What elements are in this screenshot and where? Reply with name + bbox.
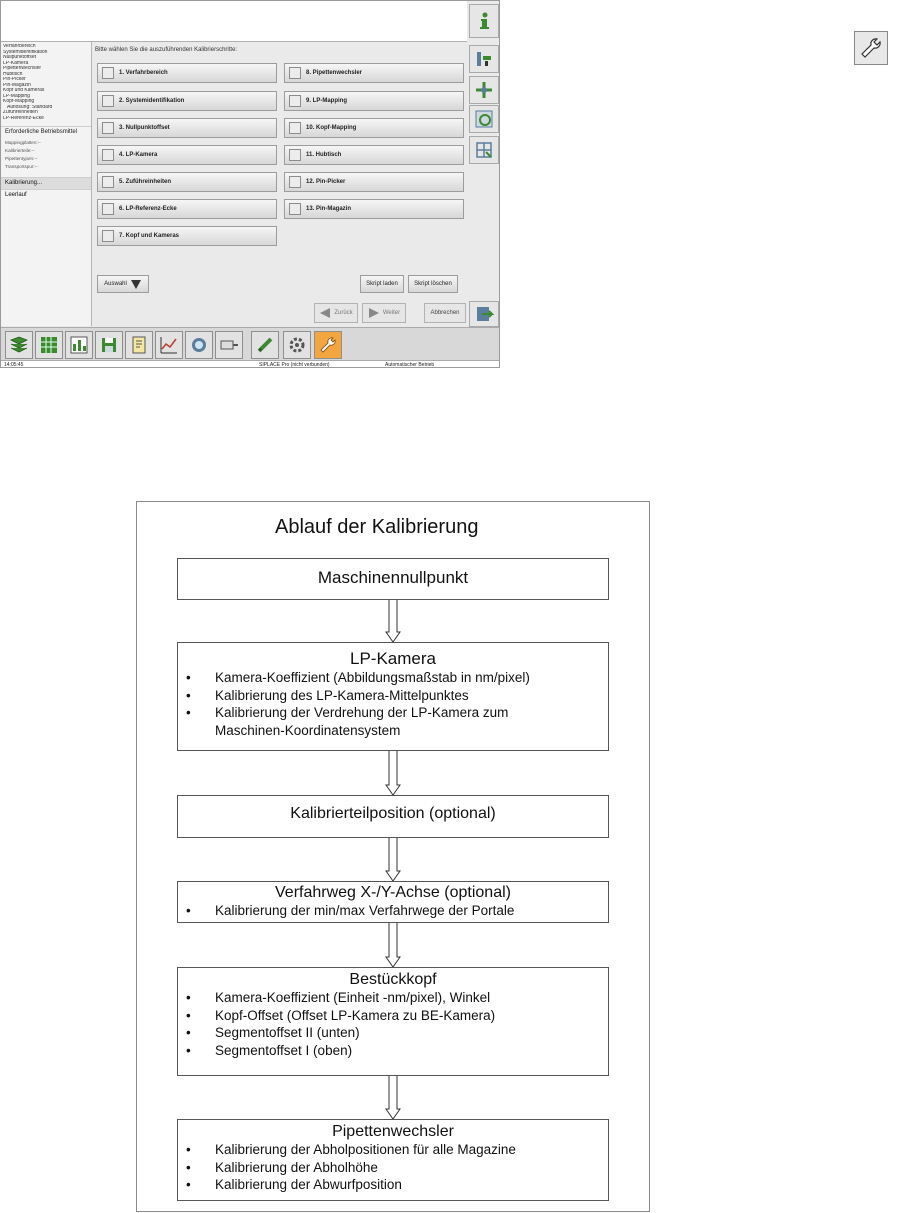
- camera-icon: [189, 335, 209, 355]
- flow-step: [177, 642, 609, 751]
- cancel-button[interactable]: Abbrechen: [424, 303, 466, 323]
- step-checkbox[interactable]: [102, 176, 114, 188]
- taskbar-document-button[interactable]: [125, 331, 153, 359]
- disk-icon: [99, 335, 119, 355]
- flow-arrow: [385, 923, 401, 967]
- process-line: Pin-Picker: [3, 77, 26, 82]
- document-icon: [129, 335, 149, 355]
- process-line: Auflösung: Standard: [7, 104, 53, 110]
- flow-step-heading: Bestückkopf: [349, 971, 437, 988]
- nav-idle[interactable]: Leerlauf: [1, 189, 91, 202]
- process-line: Zuführeinheiten: [3, 110, 38, 115]
- status-bar: [1, 360, 499, 368]
- resource-item: Mappingplatten:--: [5, 139, 41, 145]
- arrow-right-icon: [368, 307, 380, 319]
- flow-step-heading: Kalibrierteilposition (optional): [290, 805, 496, 822]
- process-line: LP-Referenz-Ecke: [3, 115, 44, 121]
- process-line: Kopf und Kameras: [3, 88, 45, 93]
- flowchart-title: Ablauf der Kalibrierung: [275, 516, 479, 538]
- line-chart-icon: [159, 335, 179, 355]
- flow-bullet: • Kopf-Offset (Offset LP-Kamera zu BE-Kamera): [178, 1007, 608, 1025]
- wrench-icon: [854, 31, 888, 65]
- step-checkbox[interactable]: [102, 230, 114, 242]
- taskbar-production-button[interactable]: [5, 331, 33, 359]
- flow-step-bullets: [178, 669, 608, 739]
- settings-tool-button[interactable]: [469, 105, 499, 133]
- step-label: 6. LP-Referenz-Ecke: [119, 206, 177, 212]
- flow-step-heading: Pipettenwechsler: [332, 1123, 454, 1140]
- flow-step: [177, 795, 609, 838]
- flow-bullet: • Kalibrierung der Abwurfposition: [178, 1176, 608, 1194]
- taskbar-statistics-button[interactable]: [65, 331, 93, 359]
- flow-bullet: • Kalibrierung der Verdrehung der LP-Kamera zum Maschinen-Koordinatensystem: [178, 704, 608, 739]
- step-button[interactable]: [97, 91, 277, 111]
- process-line: Systemidentifikation: [3, 49, 48, 55]
- step-button[interactable]: [284, 199, 464, 219]
- info-icon: [474, 11, 494, 31]
- step-checkbox[interactable]: [102, 122, 114, 134]
- taskbar-trend-button[interactable]: [155, 331, 183, 359]
- step-button[interactable]: [97, 226, 277, 246]
- gantry-icon: [474, 80, 494, 100]
- process-line: Nullpunktoffset: [3, 55, 36, 60]
- wrench-icon: [318, 335, 338, 355]
- title-bar: [1, 1, 467, 42]
- flow-step-heading: Maschinennullpunkt: [317, 568, 469, 587]
- process-line: Kopf-Mapping: [3, 99, 35, 104]
- flow-arrow: [385, 751, 401, 795]
- step-label: 11. Hubtisch: [306, 152, 342, 158]
- exit-icon: [474, 304, 494, 324]
- calibration-flowchart: [136, 501, 650, 1212]
- step-checkbox[interactable]: [102, 95, 114, 107]
- stack-icon: [9, 335, 29, 355]
- grid-icon: [474, 140, 494, 160]
- step-label: 10. Kopf-Mapping: [306, 125, 357, 131]
- step-label: 1. Verfahrbereich: [119, 70, 168, 76]
- step-checkbox[interactable]: [289, 149, 301, 161]
- nozzle-icon: [255, 335, 275, 355]
- resource-item: Transportspur:--: [5, 163, 38, 169]
- taskbar-nozzle-button[interactable]: [251, 331, 279, 359]
- flow-step-heading: LP-Kamera: [350, 649, 436, 668]
- step-checkbox[interactable]: [289, 203, 301, 215]
- taskbar-feeder-button[interactable]: [215, 331, 243, 359]
- settings-icon: [474, 109, 494, 129]
- process-line: Pipettenwechsler: [3, 66, 42, 71]
- process-line: Hubtisch: [3, 71, 23, 77]
- step-button[interactable]: [97, 199, 277, 219]
- component-tool-button[interactable]: [469, 45, 499, 73]
- sidebar: [1, 42, 92, 326]
- resources-title: Erforderliche Betriebsmittel: [1, 126, 91, 139]
- resource-item: Kalibrierteile:--: [5, 147, 35, 153]
- flow-bullet: • Kamera-Koeffizient (Einheit -nm/pixel), Winkel: [178, 989, 608, 1007]
- taskbar-table-button[interactable]: [35, 331, 63, 359]
- taskbar-save-button[interactable]: [95, 331, 123, 359]
- taskbar: [1, 327, 499, 362]
- flow-bullet: • Kalibrierung der Abholpositionen für alle Magazine: [178, 1141, 608, 1159]
- flow-bullet: • Segmentoffset II (unten): [178, 1024, 608, 1042]
- step-button[interactable]: [97, 145, 277, 165]
- step-label: 8. Pipettenwechsler: [306, 70, 363, 76]
- step-label: 9. LP-Mapping: [306, 98, 347, 104]
- flow-step: [177, 881, 609, 923]
- exit-button[interactable]: [469, 301, 499, 327]
- step-button[interactable]: [284, 118, 464, 138]
- taskbar-service-button[interactable]: [314, 331, 342, 359]
- triangle-down-icon: [130, 278, 142, 290]
- step-checkbox[interactable]: [289, 176, 301, 188]
- placement-icon: [474, 49, 494, 69]
- step-label: 5. Zuführeinheiten: [119, 179, 172, 185]
- selection-dropdown[interactable]: [97, 275, 149, 293]
- step-checkbox[interactable]: [289, 122, 301, 134]
- step-button[interactable]: [97, 63, 277, 83]
- taskbar-camera-button[interactable]: [185, 331, 213, 359]
- step-button[interactable]: [284, 91, 464, 111]
- status-time: 14:05:45: [4, 362, 24, 368]
- taskbar-settings-button[interactable]: [283, 331, 311, 359]
- delete-script-button[interactable]: Skript löschen: [408, 275, 458, 293]
- next-button[interactable]: [362, 303, 406, 323]
- status-connection: SIPLACE Pro (nicht verbunden): [259, 362, 330, 368]
- bar-chart-icon: [69, 335, 89, 355]
- step-label: 13. Pin-Magazin: [306, 206, 352, 212]
- resource-item: Pipettentypen:--: [5, 155, 38, 161]
- flow-bullet: • Kalibrierung der min/max Verfahrwege der Portale: [178, 902, 608, 920]
- process-line: LP-Mapping: [3, 93, 30, 99]
- back-label: Zurück: [334, 310, 353, 316]
- step-checkbox[interactable]: [102, 67, 114, 79]
- flow-bullet: • Kalibrierung des LP-Kamera-Mittelpunktes: [178, 687, 608, 705]
- flow-step: [177, 967, 609, 1076]
- flow-step-heading: Verfahrweg X-/Y-Achse (optional): [275, 884, 511, 901]
- back-button[interactable]: [314, 303, 358, 323]
- step-button[interactable]: [97, 172, 277, 192]
- step-checkbox[interactable]: [102, 203, 114, 215]
- flow-bullet: • Kalibrierung der Abholhöhe: [178, 1159, 608, 1177]
- table-icon: [39, 335, 59, 355]
- step-checkbox[interactable]: [289, 67, 301, 79]
- step-button[interactable]: [284, 145, 464, 165]
- step-button[interactable]: [284, 172, 464, 192]
- step-checkbox[interactable]: [289, 95, 301, 107]
- grid-tool-button[interactable]: [469, 136, 499, 164]
- process-line: Pin-Magazin: [3, 82, 31, 88]
- step-label: 7. Kopf und Kameras: [119, 233, 180, 239]
- feeder-icon: [219, 335, 239, 355]
- info-button[interactable]: [469, 4, 499, 38]
- nav-calibration[interactable]: Kalibrierung...: [1, 177, 91, 190]
- flow-bullet: • Kamera-Koeffizient (Abbildungsmaßstab in nm/pixel): [178, 669, 608, 687]
- flow-bullet: • Segmentoffset I (oben): [178, 1042, 608, 1060]
- step-label: 2. Systemidentifikation: [119, 98, 185, 104]
- flow-step: [177, 558, 609, 600]
- flow-step: [177, 1119, 609, 1201]
- step-button[interactable]: [97, 118, 277, 138]
- calibration-step-panel: [93, 43, 467, 299]
- flow-step-bullets: [178, 1141, 608, 1194]
- selection-label: Auswahl: [104, 281, 127, 287]
- flow-arrow: [385, 838, 401, 881]
- status-mode: Automatischer Betrieb: [385, 362, 435, 368]
- gear-icon: [287, 335, 307, 355]
- step-button[interactable]: [284, 63, 464, 83]
- next-label: Weiter: [382, 310, 401, 316]
- flow-arrow: [385, 1076, 401, 1119]
- step-checkbox[interactable]: [102, 149, 114, 161]
- flow-step-bullets: [178, 902, 608, 920]
- process-line: Verfahrbereich: [3, 44, 36, 49]
- load-script-button[interactable]: Skript laden: [360, 275, 404, 293]
- flow-arrow: [385, 600, 401, 642]
- process-line: LP-Kamera: [3, 60, 29, 66]
- arrow-left-icon: [319, 307, 331, 319]
- flow-step-bullets: [178, 989, 608, 1059]
- step-prompt: Bitte wählen Sie die auszuführenden Kalibrierschritte:: [95, 47, 238, 53]
- calibration-screenshot: [0, 0, 500, 368]
- step-label: 4. LP-Kamera: [119, 152, 158, 158]
- process-list: [1, 42, 91, 121]
- step-label: 12. Pin-Picker: [306, 179, 346, 185]
- gantry-tool-button[interactable]: [469, 76, 499, 104]
- step-label: 3. Nullpunktoffset: [119, 125, 170, 131]
